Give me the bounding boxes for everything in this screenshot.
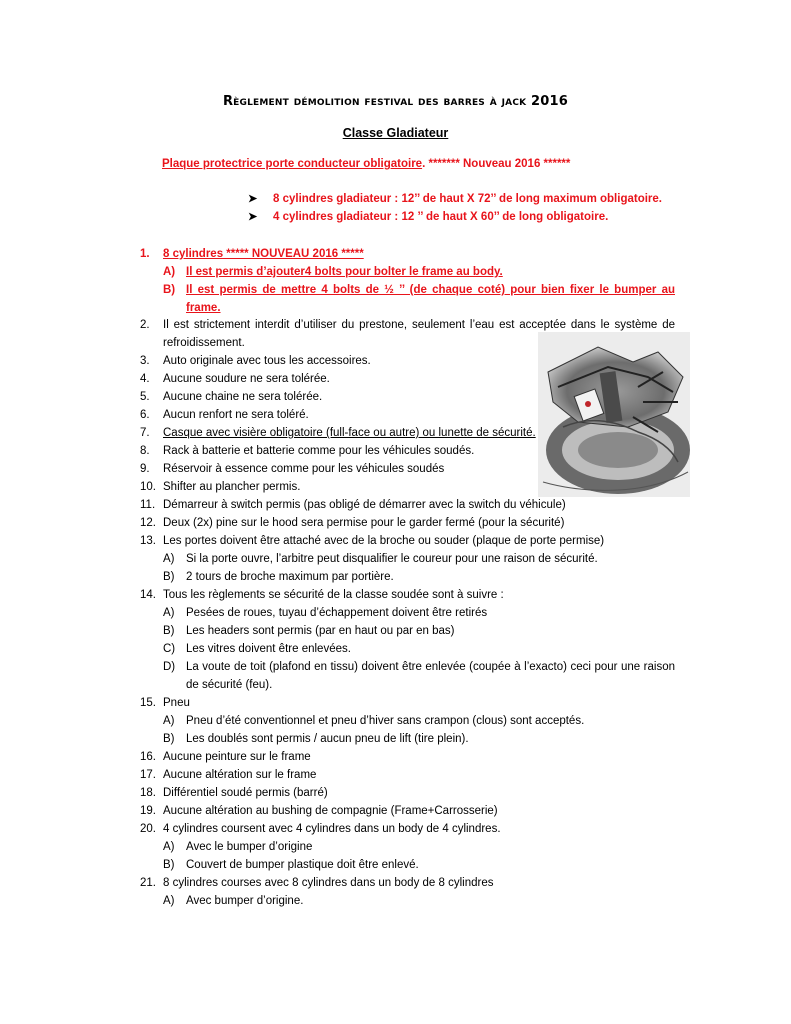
sub-letter: A) bbox=[163, 715, 175, 727]
sub-item bbox=[140, 640, 675, 658]
rule-number: 18. bbox=[140, 787, 156, 799]
sub-letter: A) bbox=[163, 895, 175, 907]
rule-item bbox=[140, 388, 675, 406]
sub-text: Les vitres doivent être enlevées. bbox=[186, 643, 351, 655]
rule-number: 9. bbox=[140, 463, 150, 475]
sub-item bbox=[140, 263, 675, 281]
rule-text: Auto originale avec tous les accessoires. bbox=[163, 355, 371, 367]
sub-item bbox=[140, 712, 675, 730]
sub-text: Avec le bumper d’origine bbox=[186, 841, 313, 853]
sub-item bbox=[140, 622, 675, 640]
sub-letter: B) bbox=[163, 284, 176, 296]
notice-line bbox=[162, 158, 570, 170]
sub-text: Les headers sont permis (par en haut ou par en bas) bbox=[186, 625, 455, 637]
rule-text: Aucune altération au bushing de compagnie (Frame+Carrosserie) bbox=[163, 805, 498, 817]
rule-item bbox=[140, 784, 675, 802]
rule-text: 4 cylindres coursent avec 4 cylindres dans un body de 4 cylindres. bbox=[163, 823, 501, 835]
sub-letter: A) bbox=[163, 553, 175, 565]
rule-item bbox=[140, 586, 675, 604]
rule-text: Aucun renfort ne sera toléré. bbox=[163, 409, 309, 421]
sub-letter: B) bbox=[163, 859, 175, 871]
rule-number: 21. bbox=[140, 877, 156, 889]
bullet-text: 8 cylindres gladiateur : 12’’ de haut X 72’’ de long maximum obligatoire. bbox=[273, 193, 662, 205]
rule-text: Rack à batterie et batterie comme pour les véhicules soudés. bbox=[163, 445, 475, 457]
rule-number: 1. bbox=[140, 248, 150, 260]
sub-text: Les doublés sont permis / aucun pneu de lift (tire plein). bbox=[186, 733, 469, 745]
rule-text: Shifter au plancher permis. bbox=[163, 481, 301, 493]
sub-letter: D) bbox=[163, 661, 176, 673]
rule-item bbox=[140, 694, 675, 712]
rule-number: 3. bbox=[140, 355, 150, 367]
page-title: Règlement démolition festival des barres à jack 2016 bbox=[222, 94, 569, 109]
sub-text: Si la porte ouvre, l’arbitre peut disqualifier le coureur pour une raison de sécurité. bbox=[186, 553, 598, 565]
rule-item bbox=[140, 460, 675, 478]
sub-item bbox=[140, 568, 675, 586]
rule-item bbox=[140, 766, 675, 784]
sub-letter: C) bbox=[163, 643, 176, 655]
rule-item bbox=[140, 874, 675, 892]
rule-number: 13. bbox=[140, 535, 156, 547]
sub-text: 2 tours de broche maximum par portière. bbox=[186, 571, 394, 583]
rule-text: Casque avec visière obligatoire (full-face ou autre) ou lunette de sécurité. bbox=[163, 427, 536, 439]
bullet-item bbox=[248, 190, 662, 208]
rule-number: 11. bbox=[140, 499, 156, 511]
rule-item bbox=[140, 424, 675, 442]
rule-text: Aucune peinture sur le frame bbox=[163, 751, 311, 763]
rule-item bbox=[140, 496, 675, 514]
sub-item bbox=[140, 281, 675, 317]
rule-number: 15. bbox=[140, 697, 156, 709]
sub-item bbox=[140, 658, 675, 694]
rule-item bbox=[140, 802, 675, 820]
notice-underlined: Plaque protectrice porte conducteur obligatoire bbox=[162, 158, 423, 170]
rule-item bbox=[140, 532, 675, 550]
rule-item bbox=[140, 245, 675, 263]
rule-item bbox=[140, 316, 675, 352]
sub-text: La voute de toit (plafond en tissu) doivent être enlevée (coupée à l’exacto) ceci pour une raison de sécurité (feu). bbox=[186, 661, 675, 691]
rule-text: Pneu bbox=[163, 697, 190, 709]
rule-text: Tous les règlements se sécurité de la classe soudée sont à suivre : bbox=[163, 589, 504, 601]
rule-number: 16. bbox=[140, 751, 156, 763]
sub-letter: A) bbox=[163, 607, 175, 619]
rule-number: 4. bbox=[140, 373, 150, 385]
sub-letter: A) bbox=[163, 266, 176, 278]
rule-item bbox=[140, 352, 675, 370]
rule-number: 5. bbox=[140, 391, 150, 403]
rule-number: 12. bbox=[140, 517, 156, 529]
sub-item bbox=[140, 604, 675, 622]
rule-text: 8 cylindres courses avec 8 cylindres dans un body de 8 cylindres bbox=[163, 877, 494, 889]
rule-number: 7. bbox=[140, 427, 150, 439]
rule-text: Aucune chaine ne sera tolérée. bbox=[163, 391, 323, 403]
rule-number: 8. bbox=[140, 445, 150, 457]
rule-item bbox=[140, 820, 675, 838]
sub-item bbox=[140, 730, 675, 748]
sub-letter: B) bbox=[163, 571, 175, 583]
bullet-text: 4 cylindres gladiateur : 12 ’’ de haut X 60’’ de long obligatoire. bbox=[273, 211, 609, 223]
sub-text: Il est permis de mettre 4 bolts de ½ ’’ (de chaque coté) pour bien fixer le bumper au frame. bbox=[186, 284, 675, 314]
rule-text: Démarreur à switch permis (pas obligé de démarrer avec la switch du véhicule) bbox=[163, 499, 566, 511]
rule-number: 10. bbox=[140, 481, 156, 493]
sub-item bbox=[140, 838, 675, 856]
rule-item bbox=[140, 478, 675, 496]
arrow-bullet-icon: ➤ bbox=[248, 193, 258, 205]
sub-text: Couvert de bumper plastique doit être enlevé. bbox=[186, 859, 419, 871]
arrow-bullet-icon: ➤ bbox=[248, 211, 258, 223]
rule-number: 19. bbox=[140, 805, 156, 817]
rule-text: Réservoir à essence comme pour les véhicules soudés bbox=[163, 463, 445, 475]
rule-item bbox=[140, 370, 675, 388]
rule-item bbox=[140, 442, 675, 460]
rule-number: 2. bbox=[140, 319, 150, 331]
notice-rest: . ******* Nouveau 2016 ****** bbox=[422, 158, 571, 170]
rule-text: Il est strictement interdit d’utiliser du prestone, seulement l’eau est acceptée dans le système de refroidissement. bbox=[163, 319, 675, 349]
sub-letter: A) bbox=[163, 841, 175, 853]
sub-letter: B) bbox=[163, 733, 175, 745]
rules-list bbox=[140, 316, 675, 910]
sub-item bbox=[140, 856, 675, 874]
rule-text: Deux (2x) pine sur le hood sera permise pour le garder fermé (pour la sécurité) bbox=[163, 517, 565, 529]
rule-number: 14. bbox=[140, 589, 156, 601]
rule-text: Aucune altération sur le frame bbox=[163, 769, 317, 781]
sub-letter: B) bbox=[163, 625, 175, 637]
rule-text: Aucune soudure ne sera tolérée. bbox=[163, 373, 330, 385]
section-1 bbox=[140, 245, 675, 317]
rule-number: 6. bbox=[140, 409, 150, 421]
rule-item bbox=[140, 514, 675, 532]
rule-number: 20. bbox=[140, 823, 156, 835]
rule-text: Différentiel soudé permis (barré) bbox=[163, 787, 328, 799]
sub-text: Avec bumper d’origine. bbox=[186, 895, 304, 907]
sub-text: Pneu d’été conventionnel et pneu d’hiver sans crampon (clous) sont acceptés. bbox=[186, 715, 585, 727]
rule-text: Les portes doivent être attaché avec de la broche ou souder (plaque de porte permise) bbox=[163, 535, 605, 547]
class-subtitle: Classe Gladiateur bbox=[342, 126, 449, 140]
sub-text: Il est permis d’ajouter4 bolts pour bolter le frame au body. bbox=[186, 266, 503, 278]
sub-text: Pesées de roues, tuyau d’échappement doivent être retirés bbox=[186, 607, 488, 619]
rule-number: 17. bbox=[140, 769, 156, 781]
rule-item bbox=[140, 748, 675, 766]
sub-item bbox=[140, 550, 675, 568]
bullet-list bbox=[248, 190, 662, 226]
bullet-item bbox=[248, 208, 662, 226]
sub-item bbox=[140, 892, 675, 910]
rule-text: 8 cylindres ***** NOUVEAU 2016 ***** bbox=[163, 248, 364, 260]
rule-item bbox=[140, 406, 675, 424]
